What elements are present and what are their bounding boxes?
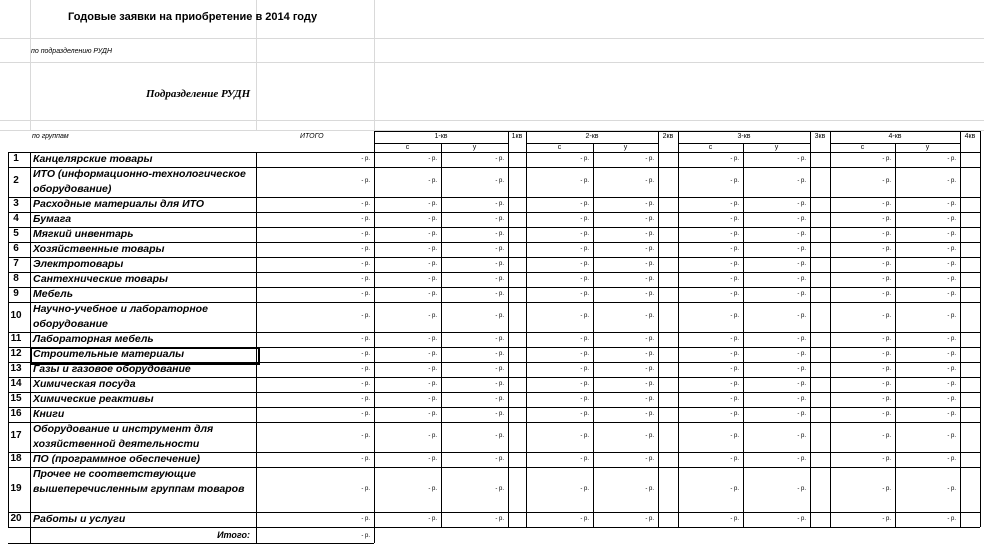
value-cell[interactable]: - р. xyxy=(495,515,504,522)
value-cell[interactable]: - р. xyxy=(730,215,739,222)
value-cell[interactable]: - р. xyxy=(580,313,589,319)
value-cell[interactable]: - р. xyxy=(797,485,806,492)
row-number: 7 xyxy=(13,257,19,269)
value-cell[interactable]: - р. xyxy=(361,395,370,402)
value-cell[interactable]: - р. xyxy=(730,380,739,387)
row-number: 19 xyxy=(10,482,22,494)
value-cell[interactable]: - р. xyxy=(495,275,504,282)
value-cell[interactable]: - р. xyxy=(580,350,589,357)
row-category-name[interactable]: Оборудование и инструмент для хозяйственной деятельности xyxy=(33,423,214,450)
value-cell[interactable]: - р. xyxy=(580,365,589,372)
value-cell[interactable]: - р. xyxy=(797,410,806,417)
value-cell[interactable]: - р. xyxy=(361,155,370,162)
value-cell[interactable]: - р. xyxy=(882,155,891,162)
value-cell[interactable]: - р. xyxy=(882,260,891,267)
value-cell[interactable]: - р. xyxy=(797,155,806,162)
row-category-name[interactable]: Сантехнические товары xyxy=(33,273,168,285)
row-number: 8 xyxy=(13,272,19,284)
value-cell[interactable]: - р. xyxy=(947,260,956,267)
row-category-name[interactable]: Бумага xyxy=(33,213,72,225)
header-sub-y: у xyxy=(925,144,930,151)
value-cell[interactable]: - р. xyxy=(797,455,806,462)
value-cell[interactable]: - р. xyxy=(428,178,437,184)
value-cell[interactable]: - р. xyxy=(645,200,654,207)
row-category-name[interactable]: ИТО (информационно-технологическое оборудование) xyxy=(33,168,246,195)
department-heading: Подразделение РУДН xyxy=(146,88,251,100)
value-cell[interactable]: - р. xyxy=(797,313,806,319)
row-number: 6 xyxy=(13,242,19,254)
value-cell[interactable]: - р. xyxy=(645,380,654,387)
value-cell[interactable]: - р. xyxy=(797,365,806,372)
row-number: 13 xyxy=(10,362,22,374)
value-cell[interactable]: - р. xyxy=(797,515,806,522)
value-cell[interactable]: - р. xyxy=(645,410,654,417)
value-cell[interactable]: - р. xyxy=(428,410,437,417)
value-cell[interactable]: - р. xyxy=(730,410,739,417)
value-cell[interactable]: - р. xyxy=(495,395,504,402)
row-category-name[interactable]: Расходные материалы для ИТО xyxy=(33,198,205,210)
row-number: 2 xyxy=(13,175,19,186)
value-cell[interactable]: - р. xyxy=(580,230,589,237)
row-category-name[interactable]: Химическая посуда xyxy=(33,378,136,390)
value-cell[interactable]: - р. xyxy=(645,313,654,319)
value-cell[interactable]: - р. xyxy=(428,380,437,387)
value-cell[interactable]: - р. xyxy=(428,155,437,162)
value-cell[interactable]: - р. xyxy=(882,275,891,282)
header-q4: 4-кв xyxy=(888,133,902,140)
total-label: Итого: xyxy=(217,530,250,540)
value-cell[interactable]: - р. xyxy=(882,365,891,372)
value-cell[interactable]: - р. xyxy=(882,230,891,237)
row-number: 20 xyxy=(10,512,22,524)
value-cell[interactable]: - р. xyxy=(495,230,504,237)
row-category-name[interactable]: Электротовары xyxy=(33,258,124,270)
value-cell[interactable]: - р. xyxy=(645,245,654,252)
page-title: Годовые заявки на приобретение в 2014 году xyxy=(68,11,318,23)
value-cell[interactable]: - р. xyxy=(495,290,504,297)
row-category-name[interactable]: Мебель xyxy=(33,288,73,300)
value-cell[interactable]: - р. xyxy=(947,155,956,162)
row-number: 5 xyxy=(13,227,19,239)
value-cell[interactable]: - р. xyxy=(730,433,739,439)
value-cell[interactable]: - р. xyxy=(645,485,654,492)
value-cell[interactable]: - р. xyxy=(882,335,891,342)
value-cell[interactable]: - р. xyxy=(947,410,956,417)
value-cell[interactable]: - р. xyxy=(428,275,437,282)
value-cell[interactable]: - р. xyxy=(797,290,806,297)
value-cell[interactable]: - р. xyxy=(580,245,589,252)
value-cell[interactable]: - р. xyxy=(645,455,654,462)
value-cell[interactable]: - р. xyxy=(645,275,654,282)
selected-cell-outline xyxy=(30,347,260,365)
value-cell[interactable]: - р. xyxy=(428,230,437,237)
value-cell[interactable]: - р. xyxy=(947,200,956,207)
value-cell[interactable]: - р. xyxy=(428,200,437,207)
value-cell[interactable]: - р. xyxy=(428,433,437,439)
value-cell[interactable]: - р. xyxy=(882,350,891,357)
value-cell[interactable]: - р. xyxy=(580,433,589,439)
header-sub-y: у xyxy=(472,144,477,151)
value-cell[interactable]: - р. xyxy=(645,433,654,439)
value-cell[interactable]: - р. xyxy=(947,215,956,222)
value-cell[interactable]: - р. xyxy=(947,395,956,402)
value-cell[interactable]: - р. xyxy=(495,455,504,462)
value-cell[interactable]: - р. xyxy=(580,215,589,222)
value-cell[interactable]: - р. xyxy=(495,313,504,319)
header-q1: 1-кв xyxy=(434,133,448,140)
value-cell[interactable]: - р. xyxy=(947,290,956,297)
value-cell[interactable]: - р. xyxy=(882,485,891,492)
header-sub-c: с xyxy=(860,144,865,151)
value-cell[interactable]: - р. xyxy=(495,350,504,357)
value-cell[interactable]: - р. xyxy=(730,335,739,342)
value-cell[interactable]: - р. xyxy=(428,455,437,462)
row-number: 11 xyxy=(10,332,22,344)
value-cell[interactable]: - р. xyxy=(645,260,654,267)
value-cell[interactable]: - р. xyxy=(428,395,437,402)
header-sub-y: у xyxy=(623,144,628,151)
row-category-name[interactable]: Прочее не соответствующие вышеперечисленным группам товаров xyxy=(33,468,245,495)
value-cell[interactable]: - р. xyxy=(361,380,370,387)
value-cell[interactable]: - р. xyxy=(428,215,437,222)
value-cell[interactable]: - р. xyxy=(947,245,956,252)
value-cell[interactable]: - р. xyxy=(645,350,654,357)
value-cell[interactable]: - р. xyxy=(882,433,891,439)
value-cell[interactable]: - р. xyxy=(428,365,437,372)
value-cell[interactable]: - р. xyxy=(797,395,806,402)
row-number: 17 xyxy=(10,430,22,441)
value-cell[interactable]: - р. xyxy=(361,365,370,372)
row-category-name[interactable]: Лабораторная мебель xyxy=(33,333,154,345)
value-cell[interactable]: - р. xyxy=(730,200,739,207)
value-cell[interactable]: - р. xyxy=(797,200,806,207)
value-cell[interactable]: - р. xyxy=(580,515,589,522)
value-cell[interactable]: - р. xyxy=(730,365,739,372)
row-category-name[interactable]: Мягкий инвентарь xyxy=(33,228,134,240)
row-number: 4 xyxy=(13,212,19,224)
value-cell[interactable]: - р. xyxy=(730,260,739,267)
value-cell[interactable]: - р. xyxy=(947,365,956,372)
value-cell[interactable]: - р. xyxy=(580,410,589,417)
value-cell[interactable]: - р. xyxy=(428,485,437,492)
value-cell[interactable]: - р. xyxy=(797,275,806,282)
row-category-name[interactable]: Канцелярские товары xyxy=(33,153,153,165)
row-category-name[interactable]: Газы и газовое оборудование xyxy=(33,363,191,375)
value-cell[interactable]: - р. xyxy=(947,275,956,282)
header-total: ИТОГО xyxy=(300,133,324,140)
value-cell[interactable]: - р. xyxy=(495,178,504,184)
value-cell[interactable]: - р. xyxy=(495,200,504,207)
value-cell[interactable]: - р. xyxy=(947,178,956,184)
value-cell[interactable]: - р. xyxy=(730,485,739,492)
header-q2: 2-кв xyxy=(585,133,599,140)
value-cell[interactable]: - р. xyxy=(495,410,504,417)
header-q3: 3-кв xyxy=(737,133,751,140)
header-q1s: 1кв xyxy=(511,133,523,140)
row-number: 12 xyxy=(10,347,22,359)
value-cell[interactable]: - р. xyxy=(428,290,437,297)
value-cell[interactable]: - р. xyxy=(882,380,891,387)
value-cell[interactable]: - р. xyxy=(428,260,437,267)
value-cell[interactable]: - р. xyxy=(797,380,806,387)
value-cell[interactable]: - р. xyxy=(580,275,589,282)
value-cell[interactable]: - р. xyxy=(882,215,891,222)
header-sub-c: с xyxy=(405,144,410,151)
value-cell[interactable]: - р. xyxy=(797,433,806,439)
row-category-name[interactable]: Работы и услуги xyxy=(33,513,126,525)
value-cell[interactable]: - р. xyxy=(361,290,370,297)
value-cell[interactable]: - р. xyxy=(428,313,437,319)
row-number: 1 xyxy=(13,152,19,164)
value-cell[interactable]: - р. xyxy=(797,335,806,342)
row-number: 3 xyxy=(13,197,19,209)
subtitle: по подразделению РУДН xyxy=(31,48,113,55)
value-cell[interactable]: - р. xyxy=(428,245,437,252)
value-cell[interactable]: - р. xyxy=(580,155,589,162)
header-sub-c: с xyxy=(557,144,562,151)
value-cell[interactable]: - р. xyxy=(882,200,891,207)
value-cell[interactable]: - р. xyxy=(947,515,956,522)
value-cell[interactable]: - р. xyxy=(797,245,806,252)
value-cell[interactable]: - р. xyxy=(730,455,739,462)
header-sub-c: с xyxy=(708,144,713,151)
value-cell[interactable]: - р. xyxy=(580,290,589,297)
value-cell[interactable]: - р. xyxy=(428,335,437,342)
value-cell[interactable]: - р. xyxy=(580,335,589,342)
value-cell[interactable]: - р. xyxy=(580,200,589,207)
value-cell[interactable]: - р. xyxy=(495,380,504,387)
row-category-name[interactable]: Научно-учебное и лабораторное оборудование xyxy=(33,303,208,330)
value-cell[interactable]: - р. xyxy=(645,365,654,372)
value-cell[interactable]: - р. xyxy=(645,515,654,522)
header-q2s: 2кв xyxy=(662,133,674,140)
value-cell[interactable]: - р. xyxy=(361,433,370,439)
value-cell[interactable]: - р. xyxy=(947,433,956,439)
row-category-name[interactable]: Химические реактивы xyxy=(33,393,154,405)
value-cell[interactable]: - р. xyxy=(361,260,370,267)
value-cell[interactable]: - р. xyxy=(428,515,437,522)
value-cell[interactable]: - р. xyxy=(495,245,504,252)
value-cell[interactable]: - р. xyxy=(882,395,891,402)
value-cell[interactable]: - р. xyxy=(882,410,891,417)
value-cell[interactable]: - р. xyxy=(428,350,437,357)
value-cell[interactable]: - р. xyxy=(361,178,370,184)
value-cell[interactable]: - р. xyxy=(882,515,891,522)
header-sub-y: у xyxy=(774,144,779,151)
value-cell[interactable]: - р. xyxy=(361,350,370,357)
value-cell[interactable]: - р. xyxy=(580,455,589,462)
value-cell[interactable]: - р. xyxy=(495,335,504,342)
value-cell[interactable]: - р. xyxy=(645,215,654,222)
value-cell[interactable]: - р. xyxy=(730,178,739,184)
value-cell[interactable]: - р. xyxy=(947,350,956,357)
value-cell[interactable]: - р. xyxy=(361,485,370,492)
value-cell[interactable]: - р. xyxy=(730,155,739,162)
total-value: - р. xyxy=(361,533,370,539)
row-category-name[interactable]: Строительные материалы xyxy=(33,348,185,360)
value-cell[interactable]: - р. xyxy=(495,365,504,372)
value-cell[interactable]: - р. xyxy=(580,395,589,402)
value-cell[interactable]: - р. xyxy=(797,178,806,184)
value-cell[interactable]: - р. xyxy=(580,260,589,267)
value-cell[interactable]: - р. xyxy=(947,230,956,237)
value-cell[interactable]: - р. xyxy=(645,395,654,402)
value-cell[interactable]: - р. xyxy=(580,485,589,492)
row-number: 9 xyxy=(13,287,19,299)
value-cell[interactable]: - р. xyxy=(730,313,739,319)
value-cell[interactable]: - р. xyxy=(797,230,806,237)
value-cell[interactable]: - р. xyxy=(730,245,739,252)
row-number: 15 xyxy=(10,392,22,404)
value-cell[interactable]: - р. xyxy=(947,455,956,462)
header-q3s: 3кв xyxy=(814,133,826,140)
value-cell[interactable]: - р. xyxy=(882,245,891,252)
value-cell[interactable]: - р. xyxy=(882,455,891,462)
value-cell[interactable]: - р. xyxy=(947,335,956,342)
value-cell[interactable]: - р. xyxy=(645,155,654,162)
value-cell[interactable]: - р. xyxy=(495,155,504,162)
value-cell[interactable]: - р. xyxy=(361,275,370,282)
row-category-name[interactable]: Хозяйственные товары xyxy=(33,243,165,255)
value-cell[interactable]: - р. xyxy=(645,178,654,184)
value-cell[interactable]: - р. xyxy=(730,275,739,282)
value-cell[interactable]: - р. xyxy=(730,395,739,402)
row-number: 10 xyxy=(10,310,22,321)
value-cell[interactable]: - р. xyxy=(947,313,956,319)
value-cell[interactable]: - р. xyxy=(730,350,739,357)
value-cell[interactable]: - р. xyxy=(882,178,891,184)
value-cell[interactable]: - р. xyxy=(361,313,370,319)
header-q4s: 4кв xyxy=(964,133,976,140)
row-number: 18 xyxy=(10,452,22,464)
value-cell[interactable]: - р. xyxy=(645,335,654,342)
value-cell[interactable]: - р. xyxy=(730,290,739,297)
value-cell[interactable]: - р. xyxy=(645,230,654,237)
value-cell[interactable]: - р. xyxy=(361,215,370,222)
value-cell[interactable]: - р. xyxy=(797,350,806,357)
value-cell[interactable]: - р. xyxy=(361,245,370,252)
value-cell[interactable]: - р. xyxy=(361,515,370,522)
value-cell[interactable]: - р. xyxy=(495,433,504,439)
value-cell[interactable]: - р. xyxy=(361,200,370,207)
row-number: 16 xyxy=(10,407,22,419)
value-cell[interactable]: - р. xyxy=(730,515,739,522)
value-cell[interactable]: - р. xyxy=(882,290,891,297)
value-cell[interactable]: - р. xyxy=(797,215,806,222)
value-cell[interactable]: - р. xyxy=(947,380,956,387)
value-cell[interactable]: - р. xyxy=(797,260,806,267)
header-groups: по группам xyxy=(32,133,69,140)
value-cell[interactable]: - р. xyxy=(730,230,739,237)
row-category-name[interactable]: Книги xyxy=(33,408,65,420)
row-number: 14 xyxy=(10,377,22,389)
value-cell[interactable]: - р. xyxy=(495,215,504,222)
value-cell[interactable]: - р. xyxy=(495,260,504,267)
value-cell[interactable]: - р. xyxy=(361,410,370,417)
value-cell[interactable]: - р. xyxy=(882,313,891,319)
value-cell[interactable]: - р. xyxy=(495,485,504,492)
value-cell[interactable]: - р. xyxy=(645,290,654,297)
value-cell[interactable]: - р. xyxy=(580,178,589,184)
value-cell[interactable]: - р. xyxy=(361,230,370,237)
value-cell[interactable]: - р. xyxy=(580,380,589,387)
value-cell[interactable]: - р. xyxy=(361,455,370,462)
row-category-name[interactable]: ПО (программное обеспечение) xyxy=(33,453,201,465)
value-cell[interactable]: - р. xyxy=(361,335,370,342)
value-cell[interactable]: - р. xyxy=(947,485,956,492)
